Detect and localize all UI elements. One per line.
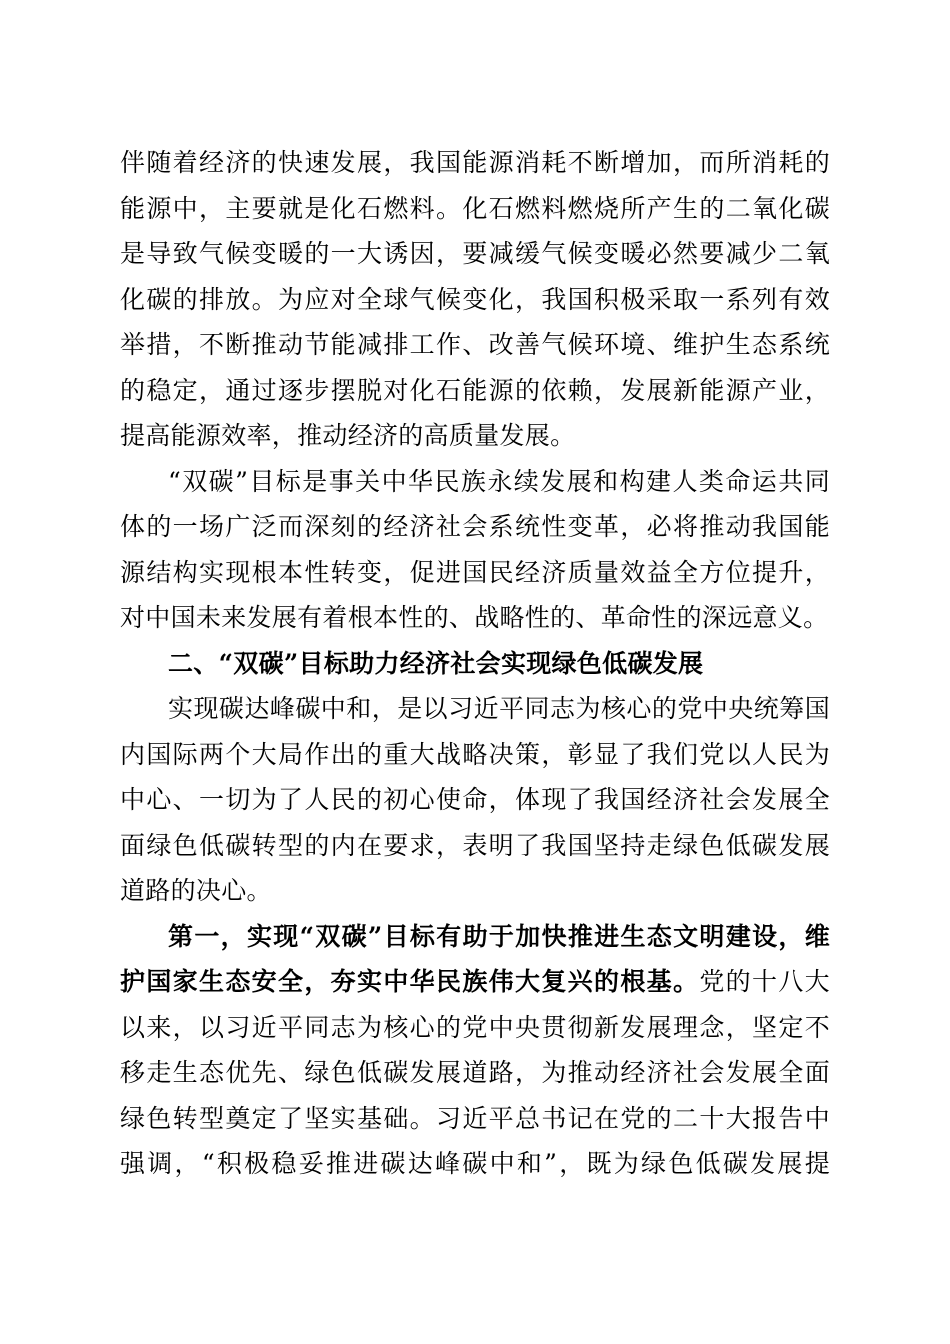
text-line: 伴随着经济的快速发展，我国能源消耗不断增加，而所消耗的 bbox=[120, 148, 830, 177]
text-line: 道路的决心。 bbox=[120, 876, 272, 905]
text-line: 以来，以习近平同志为核心的党中央贯彻新发展理念，坚定不 bbox=[120, 1012, 830, 1042]
text-line: 强调，“积极稳妥推进碳达峰碳中和”，既为绿色低碳发展提 bbox=[120, 1149, 830, 1178]
text-line: 中心、一切为了人民的初心使命，体现了我国经济社会发展全 bbox=[120, 785, 830, 814]
paragraph-start-line: “双碳”目标是事关中华民族永续发展和构建人类命运共同 bbox=[168, 466, 830, 496]
bold-segment: 护国家生态安全，夯实中华民族伟大复兴的根基。 bbox=[120, 967, 700, 996]
mixed-bold-line bbox=[120, 959, 830, 1005]
text-line: 对中国未来发展有着根本性的、战略性的、革命性的深远意义。 bbox=[120, 603, 829, 632]
text-line: 移走生态优先、绿色低碳发展道路，为推动经济社会发展全面 bbox=[120, 1058, 830, 1087]
text-line: 的稳定，通过逐步摆脱对化石能源的依赖，发展新能源产业， bbox=[120, 375, 830, 405]
text-line: 绿色转型奠定了坚实基础。习近平总书记在党的二十大报告中 bbox=[120, 1103, 830, 1133]
text-line: 化碳的排放。为应对全球气候变化，我国积极采取一系列有效 bbox=[120, 284, 830, 314]
text-line: 提高能源效率，推动经济的高质量发展。 bbox=[120, 421, 576, 450]
text-line: 举措，不断推动节能减排工作、改善气候环境、维护生态系统 bbox=[120, 330, 830, 359]
normal-segment: 党的十八大 bbox=[699, 967, 830, 996]
text-line: 体的一场广泛而深刻的经济社会系统性变革，必将推动我国能 bbox=[120, 512, 830, 541]
bold-lead-line: 第一，实现“双碳”目标有助于加快推进生态文明建设，维 bbox=[168, 921, 830, 951]
text-line: 源结构实现根本性转变，促进国民经济质量效益全方位提升， bbox=[120, 557, 830, 587]
text-line: 面绿色低碳转型的内在要求，表明了我国坚持走绿色低碳发展 bbox=[120, 830, 830, 860]
paragraph-start-line: 实现碳达峰碳中和，是以习近平同志为核心的党中央统筹国 bbox=[168, 694, 830, 723]
text-line: 内国际两个大局作出的重大战略决策，彰显了我们党以人民为 bbox=[120, 739, 830, 769]
text-line: 能源中，主要就是化石燃料。化石燃料燃烧所产生的二氧化碳 bbox=[120, 193, 830, 223]
body-text bbox=[120, 140, 830, 1187]
text-line: 是导致气候变暖的一大诱因，要减缓气候变暖必然要减少二氧 bbox=[120, 239, 830, 268]
section-heading: 二、“双碳”目标助力经济社会实现绿色低碳发展 bbox=[168, 648, 704, 678]
